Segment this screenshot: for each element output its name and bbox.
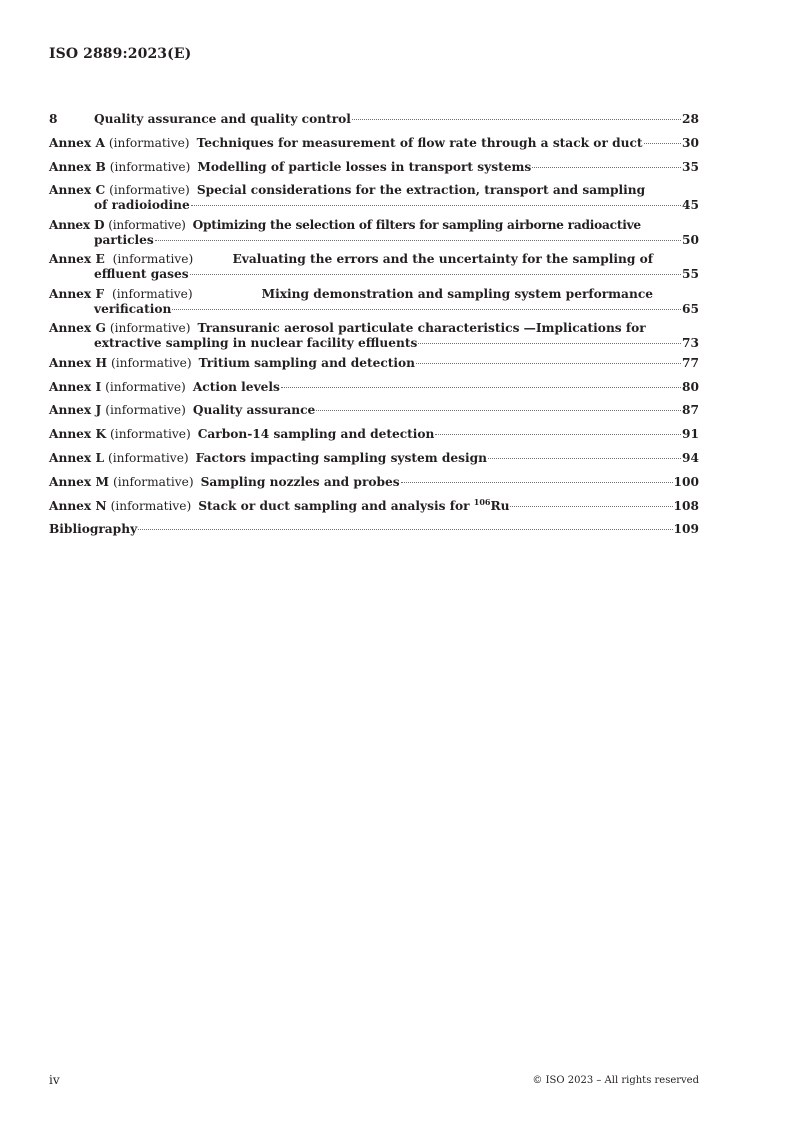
page-number: 30 [682,135,699,150]
toc-entry-annex-g[interactable] [49,321,699,351]
toc-entry-annex-n[interactable] [49,496,699,514]
annex-title: Factors impacting sampling system design [195,451,488,466]
bibliography-title: Bibliography [49,522,138,537]
annex-title: Quality assurance [192,403,316,418]
toc-entry-annex-l[interactable] [49,451,699,466]
annex-title: Special considerations for the extraction, transport and sampling [196,183,646,198]
annex-label: Annex E [49,252,105,267]
annex-label: Annex M [49,474,109,489]
annex-type: (informative) [112,252,194,267]
footer-page-number: iv [49,1073,60,1087]
toc-entry-annex-c[interactable] [49,183,699,213]
annex-title: Modelling of particle losses in transport systems [197,159,532,174]
annex-type: (informative) [108,451,189,466]
annex-title-continued: particles [94,232,154,247]
annex-title-continued: verification [94,301,172,316]
annex-title: Techniques for measurement of flow rate through a stack or duct [196,135,643,150]
annex-type: (informative) [108,135,190,150]
annex-type: (informative) [109,183,190,198]
toc-entry-annex-m[interactable] [49,475,699,490]
page-number: 65 [682,301,699,316]
annex-title: Transuranic aerosol particulate characteristics —Implications for [197,321,646,336]
annex-type: (informative) [110,498,192,513]
toc-entry-annex-f[interactable] [49,287,699,317]
annex-type: (informative) [105,379,186,394]
page-number: 35 [682,159,699,174]
toc-entry-annex-d[interactable] [49,218,699,248]
clause-number: 8 [49,112,58,126]
annex-label: Annex J [49,403,102,418]
annex-type: (informative) [109,159,191,174]
annex-title-continued: of radioiodine [94,198,190,213]
dot-leader [488,458,681,459]
toc-entry-annex-h[interactable] [49,356,699,371]
annex-title: Carbon-14 sampling and detection [197,427,435,442]
annex-title: Action levels [192,379,280,394]
dot-leader [172,309,681,310]
dot-leader [644,143,681,144]
annex-title: Mixing demonstration and sampling system performance [261,286,653,301]
annex-title-text: Stack or duct sampling and analysis for [198,498,470,513]
annex-label: Annex A [49,135,105,150]
annex-label: Annex C [49,183,106,198]
annex-label: Annex H [49,355,107,370]
dot-leader [352,119,681,120]
page-number: 91 [682,427,699,442]
toc-entry-bibliography[interactable] [49,522,699,537]
dot-leader [316,410,681,411]
page-number: 94 [682,451,699,466]
footer-copyright: © ISO 2023 – All rights reserved [532,1075,699,1086]
table-of-contents [49,112,699,546]
toc-entry-annex-k[interactable] [49,427,699,442]
isotope-element: Ru [490,498,510,513]
dot-leader [191,205,681,206]
dot-leader [532,167,681,168]
annex-label: Annex L [49,451,105,466]
page-number: 109 [673,522,699,537]
dot-leader [138,529,672,530]
page-number: 87 [682,403,699,418]
annex-title: Evaluating the errors and the uncertainty for the sampling of [232,252,653,267]
annex-type: (informative) [112,474,194,489]
page-number: 77 [682,355,699,370]
toc-entry-annex-e[interactable] [49,252,699,282]
annex-title-continued: effluent gases [94,267,189,282]
annex-title-continued: extractive sampling in nuclear facility effluents [94,336,418,351]
annex-type: (informative) [111,286,193,301]
annex-label: Annex K [49,427,107,442]
dot-leader [281,387,681,388]
page-number: 100 [673,474,699,489]
page-number: 45 [682,198,699,213]
annex-heading [49,287,193,302]
page-number: 73 [682,336,699,351]
annex-title: Sampling nozzles and probes [200,474,400,489]
toc-entry-annex-b[interactable] [49,160,699,175]
dot-leader [418,343,681,344]
annex-title: Tritium sampling and detection [198,355,416,370]
annex-type: (informative) [110,355,192,370]
page-number: 28 [682,112,699,126]
toc-entry-annex-a[interactable] [49,136,699,151]
annex-heading [49,252,193,267]
document-id: ISO 2889:2023(E) [49,46,192,62]
annex-label: Annex F [49,286,105,301]
page-number: 50 [682,232,699,247]
page-number: 80 [682,379,699,394]
dot-leader [435,434,681,435]
annex-title: Optimizing the selection of filters for sampling airborne radioactive [192,217,641,232]
page-number: 55 [682,267,699,282]
dot-leader [401,482,673,483]
clause-title: Quality assurance and quality control [94,112,351,126]
annex-title [198,496,510,514]
page-number: 108 [673,498,699,513]
annex-label: Annex N [49,498,107,513]
annex-type: (informative) [109,321,191,336]
annex-type: (informative) [105,403,186,418]
dot-leader [510,506,672,507]
annex-type: (informative) [110,427,191,442]
annex-label: Annex B [49,159,106,174]
annex-type: (informative) [108,217,186,232]
dot-leader [155,240,681,241]
annex-label: Annex I [49,379,102,394]
toc-entry-annex-i[interactable] [49,380,699,395]
toc-entry-clause-8[interactable] [49,112,699,127]
isotope-mass-number: 106 [473,496,491,507]
dot-leader [190,274,681,275]
annex-label: Annex D [49,217,105,232]
toc-entry-annex-j[interactable] [49,403,699,418]
annex-label: Annex G [49,321,106,336]
dot-leader [416,363,681,364]
